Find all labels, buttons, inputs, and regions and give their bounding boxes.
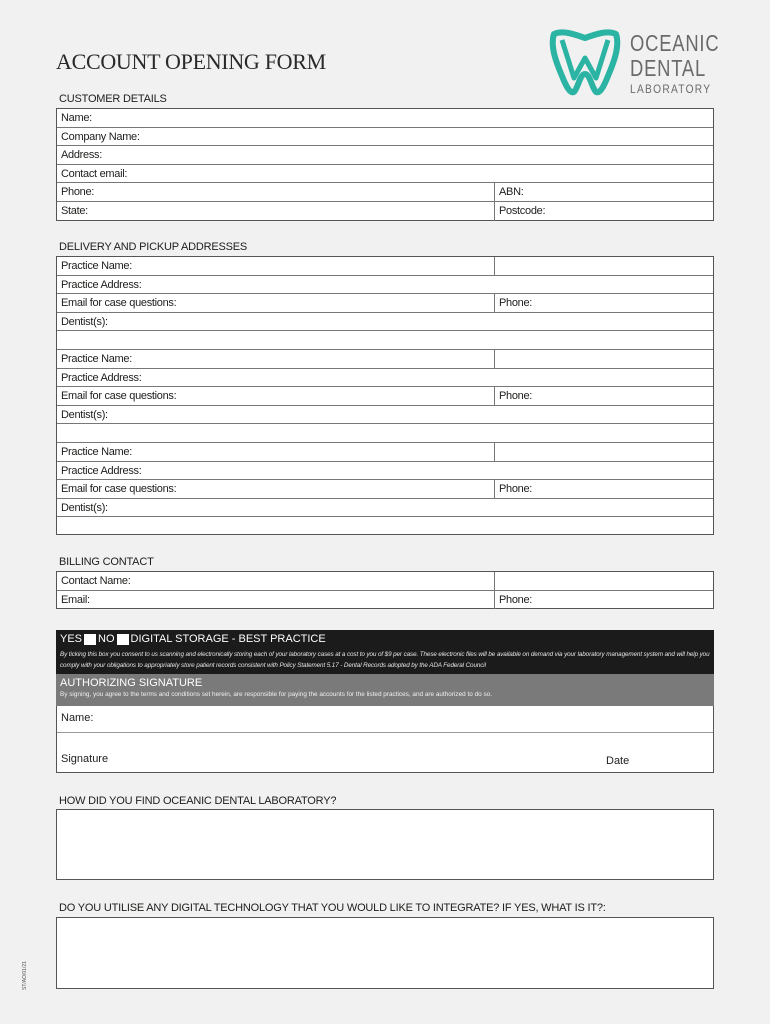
divider xyxy=(494,443,495,461)
state-postcode-row[interactable] xyxy=(57,202,713,221)
billing-email-phone-row[interactable] xyxy=(57,591,713,610)
tooth-logo-icon xyxy=(548,28,622,98)
authorizing-signature-panel xyxy=(56,674,714,706)
field-label: Contact email: xyxy=(61,167,128,180)
field-label: Phone: xyxy=(499,390,533,403)
logo-text-laboratory: LABORATORY xyxy=(630,82,712,96)
digital-storage-heading: DIGITAL STORAGE - BEST PRACTICE xyxy=(130,633,326,645)
divider xyxy=(494,294,495,312)
divider xyxy=(494,350,495,368)
field-label: Postcode: xyxy=(499,204,546,217)
divider xyxy=(494,183,495,201)
case-email-phone-row[interactable] xyxy=(57,387,713,406)
field-label: Contact Name: xyxy=(61,575,131,587)
authorizing-signature-text: By signing, you agree to the terms and conditions set herein, are responsible for paying the accounts for the listed practices, and are authorized to do so. xyxy=(60,691,492,698)
field-label: Dentist(s): xyxy=(61,501,108,514)
dentists-field[interactable] xyxy=(57,499,713,518)
how-found-question: HOW DID YOU FIND OCEANIC DENTAL LABORATORY? xyxy=(59,795,337,807)
yes-label: YES xyxy=(60,633,83,645)
dentists-field[interactable] xyxy=(57,313,713,332)
field-label: Practice Name: xyxy=(61,260,132,272)
divider xyxy=(494,572,495,590)
practice-address-field[interactable] xyxy=(57,276,713,295)
practice-address-field[interactable] xyxy=(57,369,713,388)
field-label: Practice Name: xyxy=(61,352,132,365)
practice-name-field[interactable] xyxy=(57,257,713,276)
company-logo xyxy=(548,28,728,98)
company-name-field[interactable] xyxy=(57,128,713,147)
dentists-extra-line[interactable] xyxy=(57,517,713,536)
customer-details-heading: CUSTOMER DETAILS xyxy=(59,93,167,105)
digital-technology-answer-box[interactable] xyxy=(56,917,714,989)
field-label: Address: xyxy=(61,149,103,162)
digital-technology-question: DO YOU UTILISE ANY DIGITAL TECHNOLOGY THAT YOU WOULD LIKE TO INTEGRATE? IF YES, WHAT IS IT?: xyxy=(59,902,606,914)
phone-abn-row[interactable] xyxy=(57,183,713,202)
billing-heading: BILLING CONTACT xyxy=(59,556,154,568)
divider xyxy=(494,591,495,610)
delivery-heading: DELIVERY AND PICKUP ADDRESSES xyxy=(59,241,247,253)
how-found-answer-box[interactable] xyxy=(56,809,714,880)
document-code: ST/AO/01/21 xyxy=(22,961,28,990)
field-label: Dentist(s): xyxy=(61,315,108,328)
practice-name-field[interactable] xyxy=(57,350,713,369)
field-label: Email for case questions: xyxy=(61,483,177,496)
field-label: Phone: xyxy=(499,593,533,606)
field-label: Email for case questions: xyxy=(61,390,177,403)
case-email-phone-row[interactable] xyxy=(57,294,713,313)
field-label: Company Name: xyxy=(61,130,140,143)
practice-address-field[interactable] xyxy=(57,462,713,481)
customer-details-box xyxy=(56,108,714,221)
field-label: Practice Address: xyxy=(61,371,142,384)
field-label: Name: xyxy=(61,712,94,724)
field-label: Phone: xyxy=(61,186,95,199)
logo-text-oceanic: OCEANIC xyxy=(630,30,720,56)
signature-box xyxy=(56,706,714,773)
customer-name-field[interactable] xyxy=(57,109,713,128)
logo-text-dental: DENTAL xyxy=(630,55,707,81)
case-email-phone-row[interactable] xyxy=(57,480,713,499)
divider xyxy=(494,480,495,498)
field-label: Practice Name: xyxy=(61,445,132,458)
practice-name-field[interactable] xyxy=(57,443,713,462)
address-field[interactable] xyxy=(57,146,713,165)
field-label: Dentist(s): xyxy=(61,408,108,421)
signature-field[interactable]: Signature xyxy=(61,753,109,765)
field-label: State: xyxy=(61,204,88,217)
field-label: Email: xyxy=(61,593,90,606)
no-label: NO xyxy=(98,633,115,645)
delivery-box xyxy=(56,256,714,535)
field-label: Practice Address: xyxy=(61,278,142,291)
field-label: Email for case questions: xyxy=(61,297,177,310)
date-field[interactable]: Date xyxy=(606,755,630,767)
billing-box xyxy=(56,571,714,609)
form-title: ACCOUNT OPENING FORM xyxy=(56,49,326,74)
dentists-field[interactable] xyxy=(57,406,713,425)
field-label: Phone: xyxy=(499,297,533,310)
divider xyxy=(494,202,495,221)
divider xyxy=(494,387,495,405)
signatory-name-field[interactable] xyxy=(57,706,713,733)
billing-contact-name-field[interactable] xyxy=(57,572,713,591)
field-label: Name: xyxy=(61,112,92,124)
dentists-extra-line[interactable] xyxy=(57,424,713,443)
dentists-extra-line[interactable] xyxy=(57,331,713,350)
field-label: Phone: xyxy=(499,483,533,496)
authorizing-signature-heading: AUTHORIZING SIGNATURE xyxy=(60,677,203,689)
digital-storage-text: By ticking this box you consent to us scanning and electronically storing each of your laboratory cases at a cost to you of $9 per case. These electronic files will be available on demand via your laboratory management system and will help you comply with your obligations to appropriately store patient records consistent with Policy Statement 5.17 - Dental Records adopted by the ADA Federal Council xyxy=(60,651,710,669)
contact-email-field[interactable] xyxy=(57,165,713,184)
field-label: ABN: xyxy=(499,186,524,199)
yes-checkbox[interactable] xyxy=(84,634,96,645)
no-checkbox[interactable] xyxy=(117,634,129,645)
divider xyxy=(494,257,495,275)
digital-storage-panel xyxy=(56,630,714,674)
field-label: Practice Address: xyxy=(61,464,142,477)
